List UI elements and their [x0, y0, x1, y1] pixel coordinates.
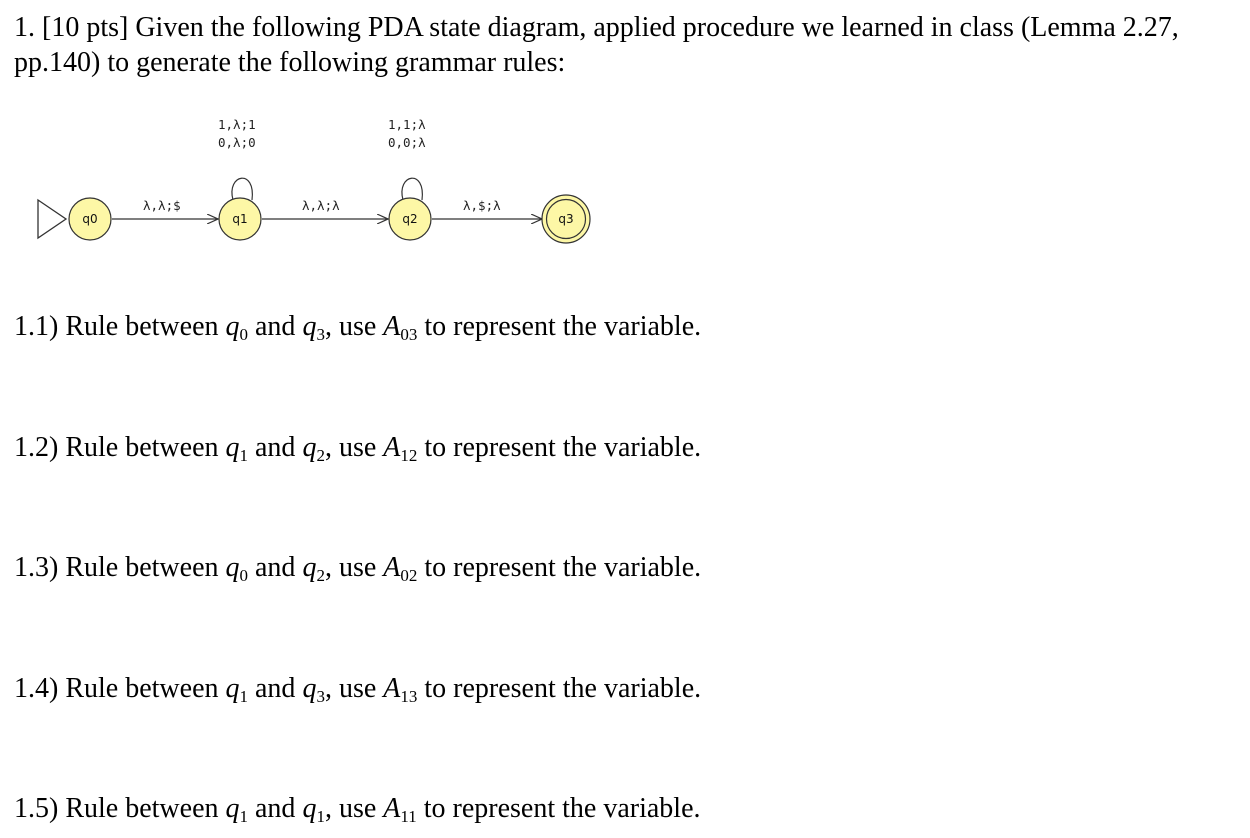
variable-subscript: 13 [400, 687, 418, 706]
subquestion-1-3 [14, 551, 701, 585]
state-subscript: 3 [316, 325, 325, 344]
text-part: Rule between [65, 432, 226, 463]
question-text: 1. [10 pts] Given the following PDA state diagram, applied procedure we learned in class (Lemma 2.27, pp.140) to generate the following grammar rules: [14, 12, 1179, 78]
text-part: and [248, 311, 303, 342]
self-loop-q2 [402, 178, 422, 200]
start-state-arrow [38, 200, 66, 238]
text-part: to represent the variable. [416, 793, 701, 824]
variable-symbol: A [383, 673, 401, 704]
self-loop-q1 [232, 178, 252, 200]
state-label-q1: q1 [232, 212, 248, 226]
text-part: and [248, 552, 303, 583]
variable-symbol: A [383, 552, 401, 583]
text-part: Rule between [65, 673, 226, 704]
state-symbol: q [225, 793, 240, 824]
subquestion-1-1 [14, 310, 701, 344]
subquestion-number: 1.3) [14, 552, 59, 583]
state-subscript: 1 [239, 446, 248, 465]
pda-state-diagram [30, 108, 610, 263]
subquestion-number: 1.4) [14, 673, 59, 704]
state-subscript: 1 [239, 687, 248, 706]
subquestion-1-5 [14, 792, 701, 826]
text-part: , use [324, 673, 384, 704]
text-part: to represent the variable. [417, 311, 702, 342]
subquestion-number: 1.5) [14, 793, 59, 824]
transition-label-q2-q3: λ,$;λ [463, 198, 501, 213]
text-part: to represent the variable. [417, 552, 702, 583]
state-symbol: q [302, 673, 317, 704]
subquestion-1-2 [14, 431, 701, 465]
state-subscript: 0 [239, 566, 248, 585]
variable-subscript: 03 [400, 325, 418, 344]
variable-symbol: A [383, 793, 401, 824]
subquestion-1-4 [14, 672, 701, 706]
state-symbol: q [302, 432, 317, 463]
subquestion-number: 1.2) [14, 432, 59, 463]
subquestion-number: 1.1) [14, 311, 59, 342]
text-part: , use [324, 311, 384, 342]
loop-label-q1-line2: 0,λ;0 [218, 135, 256, 150]
variable-subscript: 12 [400, 446, 418, 465]
text-part: Rule between [65, 311, 226, 342]
state-subscript: 0 [239, 325, 248, 344]
loop-label-q1-line1: 1,λ;1 [218, 117, 256, 132]
text-part: , use [324, 793, 384, 824]
text-part: , use [324, 432, 384, 463]
variable-subscript: 02 [400, 566, 418, 585]
text-part: and [248, 673, 303, 704]
loop-label-q2-line1: 1,1;λ [388, 117, 426, 132]
text-part: and [248, 793, 303, 824]
loop-label-q2-line2: 0,0;λ [388, 135, 426, 150]
pda-diagram-svg [30, 108, 610, 258]
variable-symbol: A [383, 432, 401, 463]
state-subscript: 2 [316, 566, 325, 585]
state-symbol: q [302, 793, 317, 824]
text-part: to represent the variable. [417, 432, 702, 463]
transition-label-q1-q2: λ,λ;λ [302, 198, 340, 213]
text-part: Rule between [65, 793, 226, 824]
text-part: to represent the variable. [417, 673, 702, 704]
state-symbol: q [302, 311, 317, 342]
variable-symbol: A [383, 311, 401, 342]
text-part: Rule between [65, 552, 226, 583]
variable-subscript: 11 [400, 807, 417, 826]
state-symbol: q [225, 432, 240, 463]
state-subscript: 3 [316, 687, 325, 706]
text-part: and [248, 432, 303, 463]
text-part: , use [324, 552, 384, 583]
transition-label-q0-q1: λ,λ;$ [143, 198, 181, 213]
state-label-q3: q3 [558, 212, 574, 226]
state-symbol: q [302, 552, 317, 583]
state-subscript: 1 [316, 807, 325, 826]
state-subscript: 2 [316, 446, 325, 465]
state-label-q2: q2 [402, 212, 418, 226]
state-label-q0: q0 [82, 212, 98, 226]
state-symbol: q [225, 673, 240, 704]
state-symbol: q [225, 311, 240, 342]
state-subscript: 1 [239, 807, 248, 826]
state-symbol: q [225, 552, 240, 583]
